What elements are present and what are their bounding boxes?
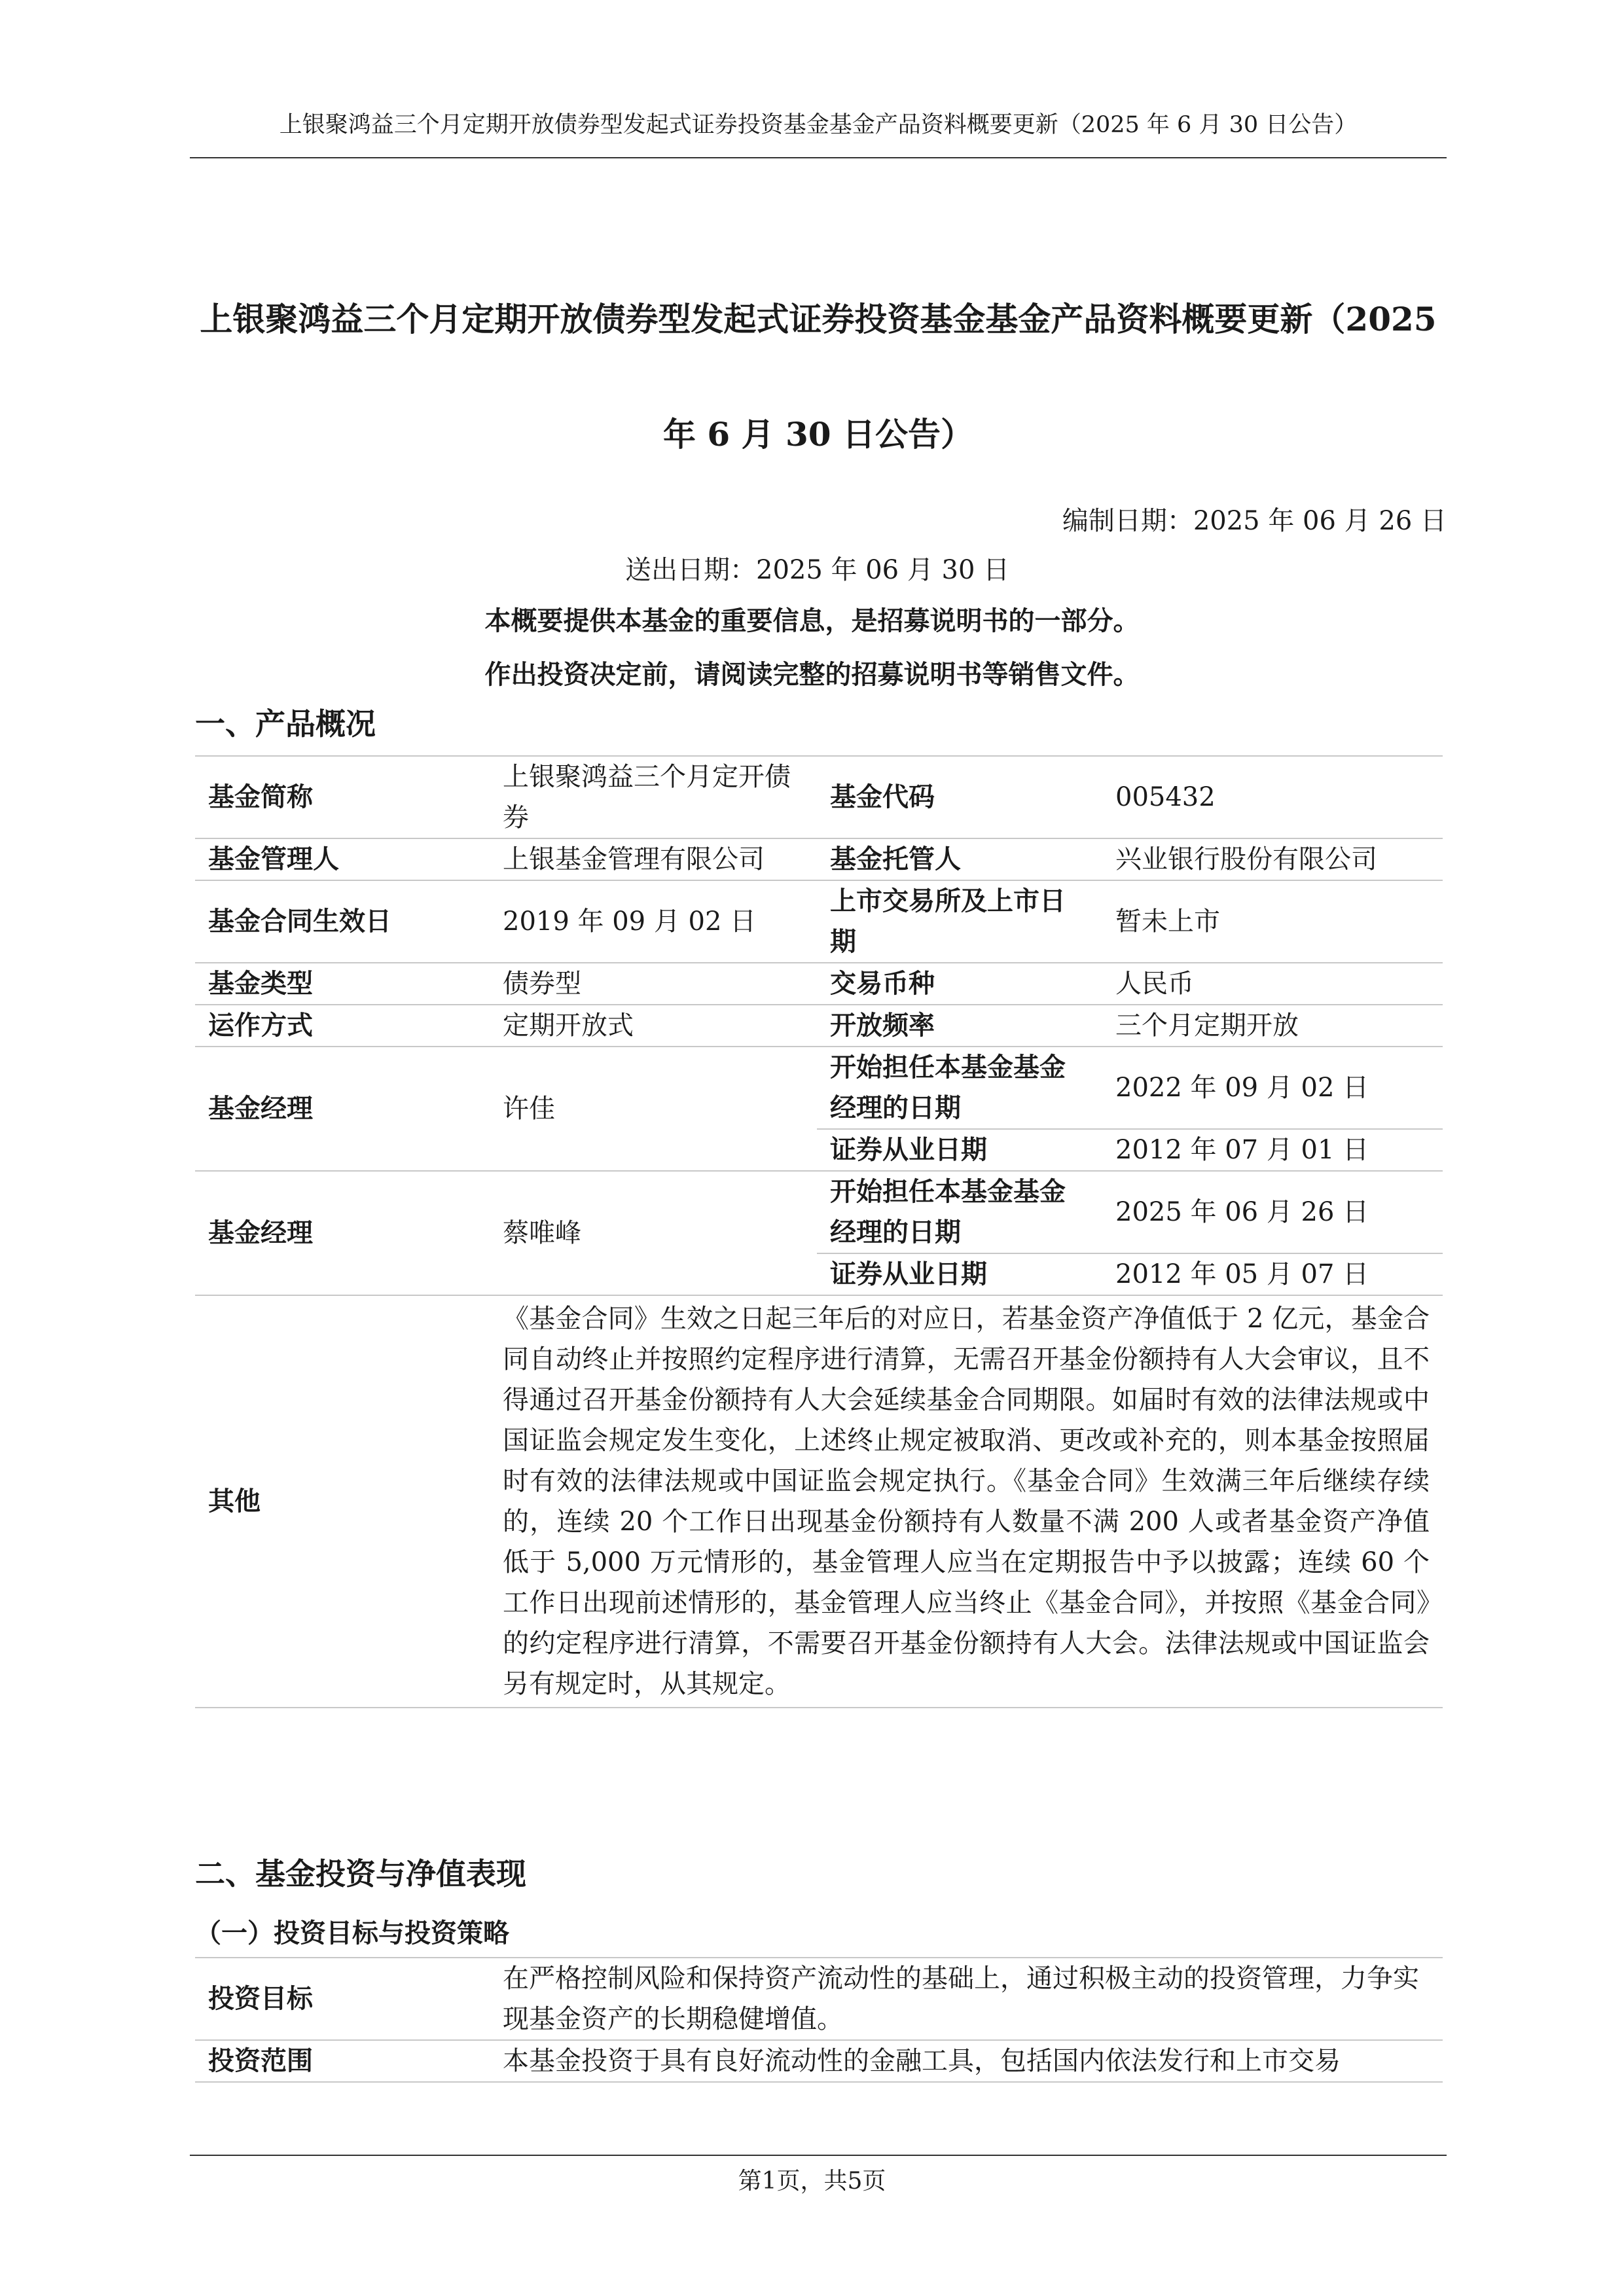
custodian-label: 基金托管人 xyxy=(817,838,1102,880)
product-overview-table xyxy=(195,755,1443,1708)
table-row xyxy=(195,2040,1443,2082)
running-header: 上银聚鸿益三个月定期开放债券型发起式证券投资基金基金产品资料概要更新（2025 年 6 月 30 日公告） xyxy=(279,112,1358,138)
table-row xyxy=(195,1295,1443,1708)
table-row xyxy=(195,963,1443,1005)
other-label: 其他 xyxy=(195,1295,490,1708)
fund-manager-company-label: 基金管理人 xyxy=(195,838,490,880)
operation-label: 运作方式 xyxy=(195,1005,490,1047)
section-2-title: 二、基金投资与净值表现 xyxy=(195,1856,526,1892)
document-title xyxy=(190,262,1447,492)
fund-manager-1-label: 基金经理 xyxy=(195,1047,490,1171)
fund-manager-2-name: 蔡唯峰 xyxy=(490,1171,817,1295)
other-text: 《基金合同》生效之日起三年后的对应日，若基金资产净值低于 2 亿元，基金合同自动终止并按照约定程序进行清算，无需召开基金份额持有人大会审议，且不得通过召开基金份额持有人大会延续基金合同期限。如届时有效的法律法规或中国证监会规定发生变化，上述终止规定被取消、更改或补充的，则本基金按照届时有效的法律法规或中国证监会规定执行。《基金合同》生效满三年后继续存续的，连续 20 个工作日出现基金份额持有人数量不满 200 人或者基金资产净值低于 5,000 万元情形的，基金管理人应当在定期报告中予以披露；连续 60 个工作日出现前述情形的，基金管理人应当终止《基金合同》，并按照《基金合同》的约定程序进行清算，不需要召开基金份额持有人大会。法律法规或中国证监会另有规定时，从其规定。 xyxy=(490,1295,1443,1708)
contract-effective-value: 2019 年 09 月 02 日 xyxy=(490,880,817,963)
document-title-line-2: 年 6 月 30 日公告） xyxy=(663,415,973,454)
investment-objective-value: 在严格控制风险和保持资产流动性的基础上，通过积极主动的投资管理，力争实现基金资产的长期稳健增值。 xyxy=(490,1958,1443,2040)
footer-divider xyxy=(190,2155,1447,2156)
table-row xyxy=(195,880,1443,963)
currency-value: 人民币 xyxy=(1102,963,1443,1005)
header-divider xyxy=(190,157,1447,158)
fund-manager-1-name: 许佳 xyxy=(490,1047,817,1171)
notice-line-2: 作出投资决定前，请阅读完整的招募说明书等销售文件。 xyxy=(484,659,1140,690)
fund-short-name-value: 上银聚鸿益三个月定开债券 xyxy=(490,756,817,838)
fund-manager-1-career-date: 2012 年 07 月 01 日 xyxy=(1102,1129,1443,1171)
custodian-value: 兴业银行股份有限公司 xyxy=(1102,838,1443,880)
investment-objective-label: 投资目标 xyxy=(195,1958,490,2040)
compile-date: 编制日期：2025 年 06 月 26 日 xyxy=(1062,506,1447,536)
contract-effective-label: 基金合同生效日 xyxy=(195,880,490,963)
send-date: 送出日期：2025 年 06 月 30 日 xyxy=(625,555,1010,585)
investment-scope-value: 本基金投资于具有良好流动性的金融工具，包括国内依法发行和上市交易 xyxy=(490,2040,1443,2082)
fund-manager-1-start-date: 2022 年 09 月 02 日 xyxy=(1102,1047,1443,1129)
fund-manager-1-career-label: 证券从业日期 xyxy=(817,1129,1102,1171)
fund-type-label: 基金类型 xyxy=(195,963,490,1005)
table-row xyxy=(195,838,1443,880)
currency-label: 交易币种 xyxy=(817,963,1102,1005)
operation-value: 定期开放式 xyxy=(490,1005,817,1047)
listing-label: 上市交易所及上市日期 xyxy=(817,880,1102,963)
table-row xyxy=(195,756,1443,838)
investment-strategy-table xyxy=(195,1957,1443,2083)
table-row xyxy=(195,1171,1443,1253)
section-1-title: 一、产品概况 xyxy=(195,706,376,742)
fund-manager-2-start-date: 2025 年 06 月 26 日 xyxy=(1102,1171,1443,1253)
open-frequency-value: 三个月定期开放 xyxy=(1102,1005,1443,1047)
fund-manager-2-career-label: 证券从业日期 xyxy=(817,1253,1102,1295)
fund-manager-2-label: 基金经理 xyxy=(195,1171,490,1295)
open-frequency-label: 开放频率 xyxy=(817,1005,1102,1047)
fund-manager-1-start-label: 开始担任本基金基金经理的日期 xyxy=(817,1047,1102,1129)
fund-type-value: 债券型 xyxy=(490,963,817,1005)
investment-scope-label: 投资范围 xyxy=(195,2040,490,2082)
listing-value: 暂未上市 xyxy=(1102,880,1443,963)
subsection-title: （一）投资目标与投资策略 xyxy=(195,1918,509,1948)
notice-line-1: 本概要提供本基金的重要信息，是招募说明书的一部分。 xyxy=(484,605,1140,636)
fund-short-name-label: 基金简称 xyxy=(195,756,490,838)
table-row xyxy=(195,1958,1443,2040)
fund-code-value: 005432 xyxy=(1102,756,1443,838)
page-number: 第1页，共5页 xyxy=(738,2168,886,2195)
fund-manager-2-start-label: 开始担任本基金基金经理的日期 xyxy=(817,1171,1102,1253)
document-title-line-1: 上银聚鸿益三个月定期开放债券型发起式证券投资基金基金产品资料概要更新（2025 xyxy=(200,300,1437,338)
table-row xyxy=(195,1005,1443,1047)
fund-manager-company-value: 上银基金管理有限公司 xyxy=(490,838,817,880)
fund-manager-2-career-date: 2012 年 05 月 07 日 xyxy=(1102,1253,1443,1295)
fund-code-label: 基金代码 xyxy=(817,756,1102,838)
table-row xyxy=(195,1047,1443,1129)
